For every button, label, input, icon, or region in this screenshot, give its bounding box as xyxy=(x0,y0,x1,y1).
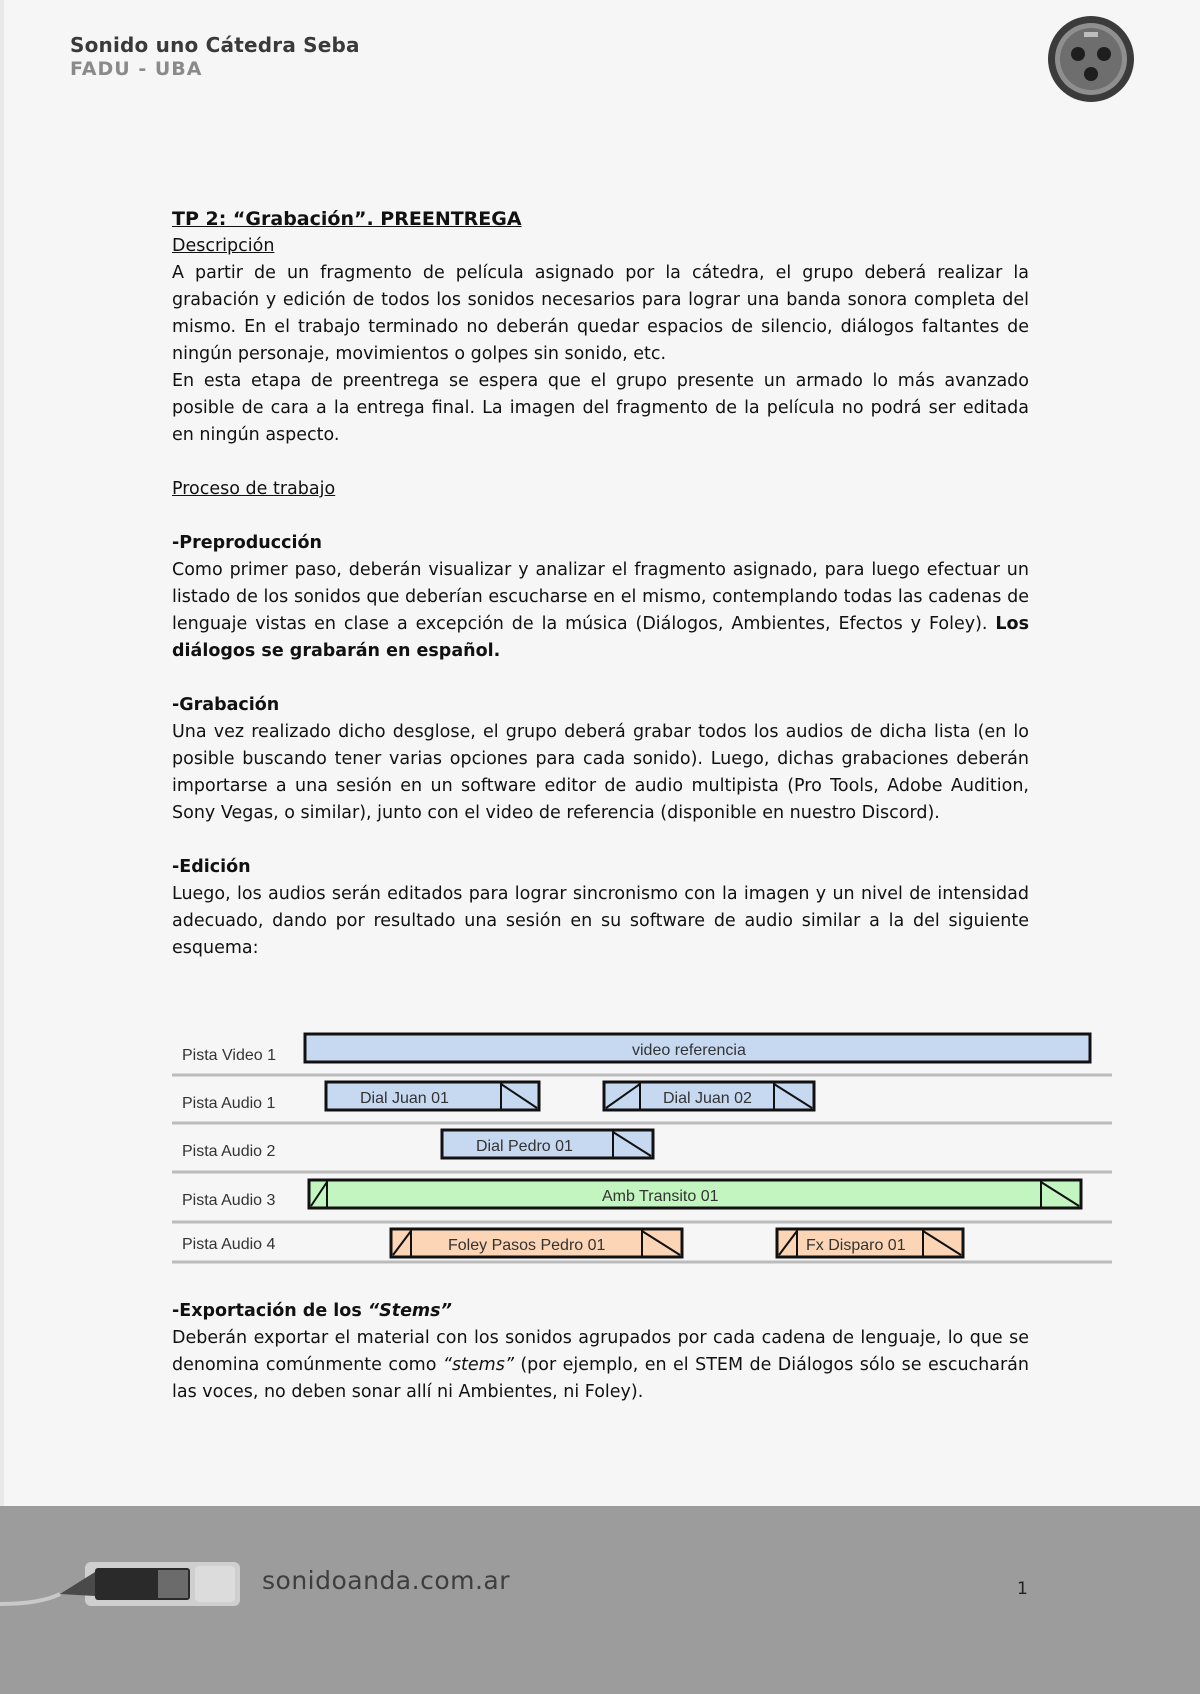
exportacion-text-b: (por ejemplo, en el STEM de Diálogos sólo se escucharán las voces, no deben sonar allí ni Ambientes, ni Foley). xyxy=(172,1355,1029,1402)
grabacion-paragraph: Una vez realizado dicho desglose, el grupo deberá grabar todos los audios de dicha lista (en lo posible buscando tener varias opciones para cada sonido). Luego, dichas grabaciones deberán importarse a una sesión en un software editor de audio multipista (Pro Tools, Adobe Audition, Sony Vegas, o similar), junto con el video de referencia (disponible en nuestro Discord). xyxy=(172,722,1029,823)
clip-label-amb-transito-01: Amb Transito 01 xyxy=(602,1188,719,1205)
preproduccion-text: Como primer paso, deberán visualizar y analizar el fragmento asignado, para luego efectuar un listado de los sonidos que deberían escucharse en el mismo, contemplando todas las cadenas de lenguaje vistas en clase a excepción de la música (Diálogos, Ambientes, Efectos y Foley). xyxy=(172,560,1029,634)
clip-label-foley-pasos-pedro-01: Foley Pasos Pedro 01 xyxy=(448,1237,606,1254)
exportacion-text-a: Deberán exportar el material con los sonidos agrupados por cada cadena de lenguaje, lo que se denomina comúnmente como xyxy=(172,1328,1029,1375)
page-footer xyxy=(0,1506,1200,1694)
export-section xyxy=(172,1298,1029,1406)
document-title: TP 2: “Grabación”. PREENTREGA xyxy=(172,208,522,230)
course-subtitle: FADU - UBA xyxy=(70,58,203,80)
track-label-audio-4: Pista Audio 4 xyxy=(182,1236,276,1253)
description-paragraph-2: En esta etapa de preentrega se espera que el grupo presente un armado lo más avanzado posible de cara a la entrega final. La imagen del fragmento de la película no podrá ser editada en ningún aspecto. xyxy=(172,371,1029,445)
preproduccion-paragraph xyxy=(172,557,1029,665)
description-heading: Descripción xyxy=(172,236,275,256)
xlr-connector-logo xyxy=(1046,14,1136,104)
clip-label-dial-juan-01: Dial Juan 01 xyxy=(360,1090,449,1107)
edicion-paragraph: Luego, los audios serán editados para lograr sincronismo con la imagen y un nivel de intensidad adecuado, dando por resultado una sesión en su software de audio similar a la del siguiente esquema: xyxy=(172,884,1029,958)
page-number: 1 xyxy=(1017,1579,1028,1599)
exportacion-paragraph xyxy=(172,1325,1029,1406)
process-heading: Proceso de trabajo xyxy=(172,479,336,499)
multitrack-session-diagram xyxy=(172,1030,1112,1270)
course-title: Sonido uno Cátedra Seba xyxy=(70,33,360,57)
preproduccion-bold-text: Los diálogos se grabarán en español. xyxy=(172,614,1029,661)
footer-website: sonidoanda.com.ar xyxy=(262,1566,511,1595)
description-paragraph-1: A partir de un fragmento de película asignado por la cátedra, el grupo deberá realizar la grabación y edición de todos los sonidos necesarios para lograr una banda sonora completa del mismo. En el trabajo terminado no deberán quedar espacios de silencio, diálogos faltantes de ningún personaje, movimientos o golpes sin sonido, etc. xyxy=(172,263,1029,364)
document-body xyxy=(172,206,1029,962)
preproduccion-heading: -Preproducción xyxy=(172,533,322,553)
exportacion-heading xyxy=(172,1298,1029,1325)
xlr-cable-icon xyxy=(0,1544,250,1624)
exportacion-text-stems: “stems” xyxy=(442,1355,514,1375)
track-label-audio-1: Pista Audio 1 xyxy=(182,1095,276,1112)
clip-label-dial-juan-02: Dial Juan 02 xyxy=(663,1090,752,1107)
grabacion-heading: -Grabación xyxy=(172,695,280,715)
track-label-audio-3: Pista Audio 3 xyxy=(182,1192,276,1209)
track-label-video-1: Pista Video 1 xyxy=(182,1047,276,1064)
clip-label-video-referencia: video referencia xyxy=(632,1042,746,1059)
track-label-audio-2: Pista Audio 2 xyxy=(182,1143,276,1160)
exportacion-heading-stems: “Stems” xyxy=(367,1301,452,1321)
exportacion-heading-prefix: -Exportación de los xyxy=(172,1301,368,1321)
clip-label-fx-disparo-01: Fx Disparo 01 xyxy=(806,1237,906,1254)
edicion-heading: -Edición xyxy=(172,857,251,877)
clip-label-dial-pedro-01: Dial Pedro 01 xyxy=(476,1138,573,1155)
page-edge xyxy=(0,0,4,1694)
